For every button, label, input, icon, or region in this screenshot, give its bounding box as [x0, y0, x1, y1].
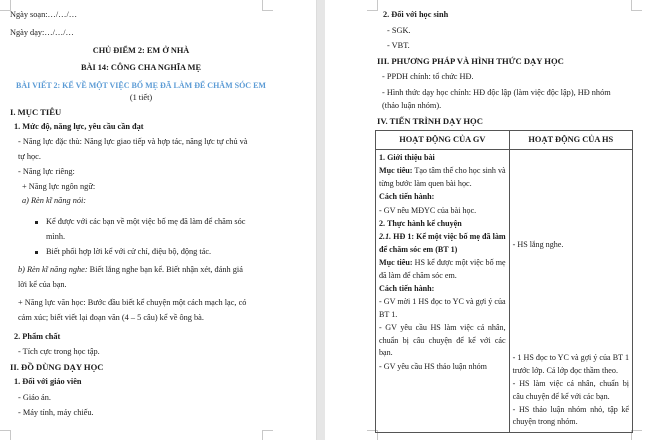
- table-header-teacher: HOẠT ĐỘNG CỦA GV: [376, 131, 510, 150]
- student-material-item: - VBT.: [387, 41, 410, 50]
- competency-line: - Năng lực riêng:: [18, 167, 75, 176]
- listening-skill: b) Rèn kĩ năng nghe: Biết lắng nghe bạn kể. Biết nhận xét, đánh giá: [18, 265, 243, 274]
- speaking-skill-title: a) Rèn kĩ năng nói:: [22, 196, 87, 205]
- section-objectives-title: I. MỤC TIÊU: [10, 107, 62, 117]
- competency-title: 1. Mức độ, năng lực, yêu cầu cần đạt: [14, 122, 144, 131]
- bullet-icon: [35, 251, 38, 254]
- teacher-material-item: - Máy tính, máy chiếu.: [18, 408, 94, 417]
- section-process-title: IV. TIẾN TRÌNH DẠY HỌC: [377, 116, 483, 126]
- teacher-material-item: - Giáo án.: [18, 393, 51, 402]
- margin-corner-top-right: [262, 0, 273, 11]
- teacher-materials-title: 1. Đối với giáo viên: [14, 377, 82, 386]
- sub-lesson-heading: BÀI VIẾT 2: KỂ VỀ MỘT VIỆC BỐ MẸ ĐÃ LÀM ĐỂ CHĂM SÓC EM: [16, 81, 266, 90]
- methods-line: - PPDH chính: tổ chức HĐ.: [382, 72, 474, 81]
- competency-line: - Năng lực đặc thù: Năng lực giao tiếp và hợp tác, năng lực tự chủ và: [18, 137, 248, 146]
- margin-corner-bottom-right: [262, 430, 273, 440]
- listening-skill-cont: lời kể của bạn.: [18, 280, 67, 289]
- section-methods-title: III. PHƯƠNG PHÁP VÀ HÌNH THỨC DẠY HỌC: [377, 56, 564, 66]
- qualities-line: - Tích cực trong học tập.: [18, 347, 100, 356]
- bullet-item-cont: mình.: [46, 232, 66, 241]
- teacher-activity-cell: 1. Giới thiệu bài Mục tiêu: Tạo tâm thế cho học sinh và từng bước làm quen bài học. Cách tiến hành: - GV nêu MĐYC của bài học. 2. Thực hành kể chuyện 2.1. HĐ 1: Kể một việc bố mẹ đã làm để chăm sóc em (BT 1) Mục tiêu: HS kể được một việc bố mẹ đã làm để chăm sóc em. Cách tiến hành: - GV mời 1 HS đọc to YC và gợi ý của BT 1. - GV yêu cầu HS làm việc cá nhân, chuẩn bị câu chuyện để kể với các bạn. - GV yêu cầu HS thảo luận nhóm: [376, 150, 510, 433]
- document-page-right: [325, 0, 650, 440]
- bullet-item: Kể được với các bạn về một việc bố mẹ đã làm để chăm sóc: [35, 217, 245, 227]
- methods-line: - Hình thức dạy học chính: HĐ độc lập (làm việc độc lập), HĐ nhóm: [382, 88, 611, 97]
- qualities-title: 2. Phẩm chất: [14, 332, 61, 341]
- teaching-process-table: [375, 130, 633, 433]
- student-material-item: - SGK.: [387, 26, 411, 35]
- methods-line: (thảo luận nhóm).: [382, 101, 442, 110]
- literature-competency-cont: cảm xúc; biết viết lại đoạn văn (4 – 5 câu) kể về ông bà.: [18, 313, 204, 322]
- date-prepared[interactable]: Ngày soạn:…/…/…: [10, 10, 78, 19]
- student-activity-cell: - HS lắng nghe. - 1 HS đọc to YC và gợi ý của BT 1 trước lớp. Cả lớp đọc thầm theo. - HS làm việc cá nhân, chuẩn bị câu chuyện để kể với các bạn. - HS thảo luận nhóm nhỏ, tập kể chuyện trong nhóm.: [509, 150, 632, 433]
- lesson-heading: BÀI 14: CÔNG CHA NGHĨA MẸ: [80, 63, 202, 72]
- margin-corner-top-left: [367, 0, 378, 11]
- margin-corner-bottom-left: [0, 430, 11, 440]
- table-row: [376, 150, 633, 433]
- bullet-icon: [35, 221, 38, 224]
- competency-line: tự học.: [18, 152, 41, 161]
- margin-corner-top-right: [631, 0, 642, 11]
- intro-title: 1. Giới thiệu bài: [379, 153, 435, 162]
- date-taught[interactable]: Ngày dạy:…/…/…: [10, 28, 74, 37]
- section-materials-title: II. ĐỒ DÙNG DẠY HỌC: [10, 362, 104, 372]
- theme-heading: CHỦ ĐIỂM 2: EM Ở NHÀ: [92, 46, 190, 55]
- practice-title: 2. Thực hành kể chuyện: [379, 219, 462, 229]
- document-page-left: [0, 0, 316, 440]
- periods: (1 tiết): [129, 93, 153, 102]
- bullet-item: Biết phối hợp lời kể với cử chỉ, điệu bộ, động tác.: [35, 247, 211, 257]
- student-materials-title: 2. Đối với học sinh: [383, 10, 449, 19]
- literature-competency: + Năng lực văn học: Bước đầu biết kể chuyện một cách mạch lạc, có: [18, 298, 247, 307]
- competency-line: + Năng lực ngôn ngữ:: [22, 182, 96, 191]
- table-header-student: HOẠT ĐỘNG CỦA HS: [509, 131, 632, 150]
